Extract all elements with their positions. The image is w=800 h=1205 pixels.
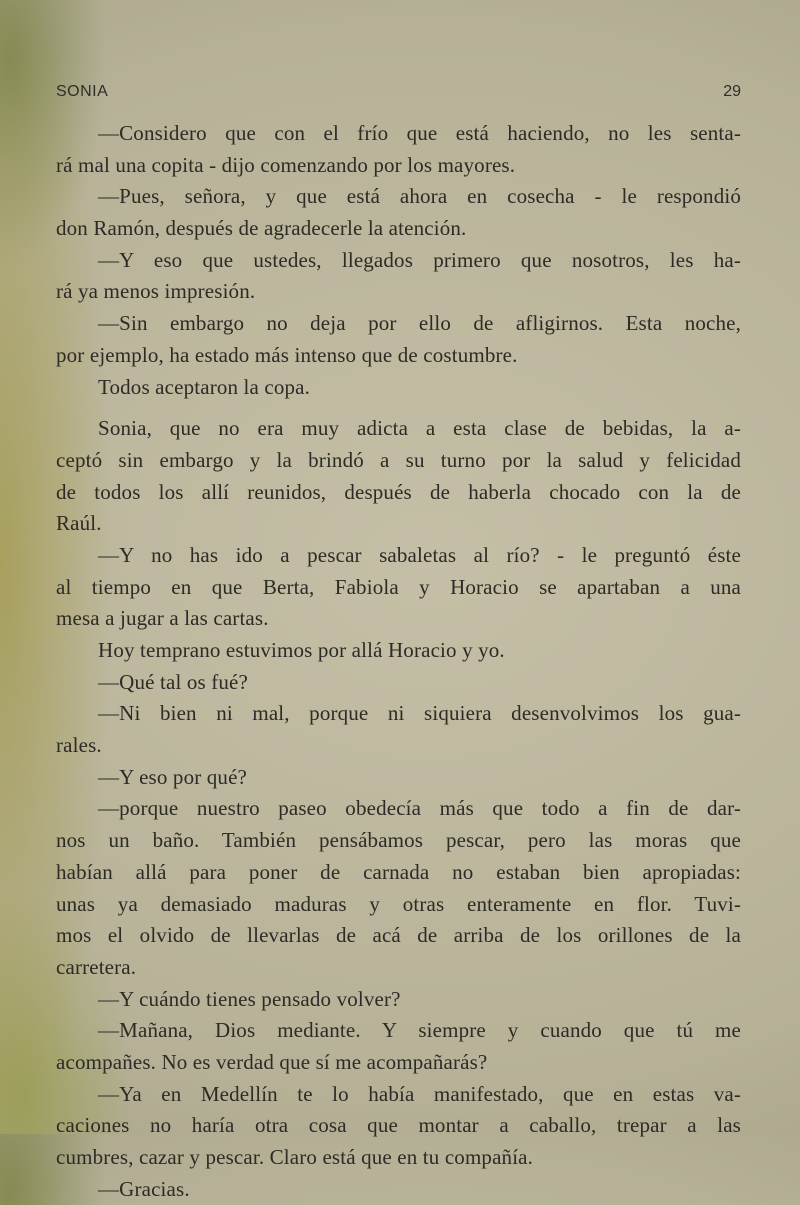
running-head: [56, 83, 741, 105]
text-line: —Ya en Medellín te lo había manifestado, que en estas va-: [98, 1081, 741, 1106]
text-line: rales.: [56, 733, 102, 758]
text-line: unas ya demasiado maduras y otras enteramente en flor. Tuvi-: [56, 891, 741, 916]
text-line: al tiempo en que Berta, Fabiola y Horacio se apartaban a una: [56, 574, 741, 599]
text-line: carretera.: [56, 954, 137, 979]
text-line: —Ni bien ni mal, porque ni siquiera desenvolvimos los gua-: [98, 701, 741, 726]
text-line: nos un baño. También pensábamos pescar, pero las moras que: [56, 828, 741, 853]
text-line: Sonia, que no era muy adicta a esta clase de bebidas, la a-: [98, 416, 741, 441]
text-line: —Mañana, Dios mediante. Y siempre y cuando que tú me: [98, 1018, 741, 1043]
text-line: Todos aceptaron la copa.: [98, 374, 311, 399]
text-line: —Qué tal os fué?: [98, 669, 248, 694]
text-line: rá ya menos impresión.: [56, 279, 256, 304]
text-line: —Gracias.: [98, 1176, 190, 1201]
text-line: —Y eso que ustedes, llegados primero que nosotros, les ha-: [98, 247, 741, 272]
text-line: —Y no has ido a pescar sabaletas al río? - le preguntó éste: [98, 542, 741, 567]
text-line: —porque nuestro paseo obedecía más que todo a fin de dar-: [98, 796, 741, 821]
text-line: por ejemplo, ha estado más intenso que de costumbre.: [56, 342, 518, 367]
running-title: SONIA: [56, 83, 109, 100]
text-line: cumbres, cazar y pescar. Claro está que en tu compañía.: [56, 1145, 534, 1169]
text-line: don Ramón, después de agradecerle la atención.: [56, 216, 467, 241]
text-line: caciones no haría otra cosa que montar a caballo, trepar a las: [56, 1113, 741, 1138]
page-number: 29: [723, 83, 741, 100]
text-line: mos el olvido de llevarlas de acá de arriba de los orillones de la: [56, 923, 741, 948]
text-line: ceptó sin embargo y la brindó a su turno por la salud y felicidad: [56, 447, 741, 472]
text-line: rá mal una copita - dijo comenzando por los mayores.: [56, 152, 516, 177]
text-line: —Y eso por qué?: [98, 764, 248, 789]
text-line: —Sin embargo no deja por ello de afligirnos. Esta noche,: [98, 311, 741, 336]
text-line: mesa a jugar a las cartas.: [56, 606, 269, 631]
text-line: Raúl.: [56, 511, 102, 536]
text-line: habían allá para poner de carnada no estaban bien apropiadas:: [56, 859, 741, 884]
text-line: —Considero que con el frío que está haciendo, no les senta-: [98, 121, 741, 145]
text-line: Hoy temprano estuvimos por allá Horacio y yo.: [98, 638, 505, 662]
text-line: —Pues, señora, y que está ahora en cosecha - le respondió: [98, 184, 741, 209]
text-line: acompañes. No es verdad que sí me acompañarás?: [56, 1049, 488, 1074]
text-line: —Y cuándo tienes pensado volver?: [98, 986, 401, 1011]
body-text: [56, 118, 741, 1205]
text-line: de todos los allí reunidos, después de haberla chocado con la de: [56, 479, 741, 504]
